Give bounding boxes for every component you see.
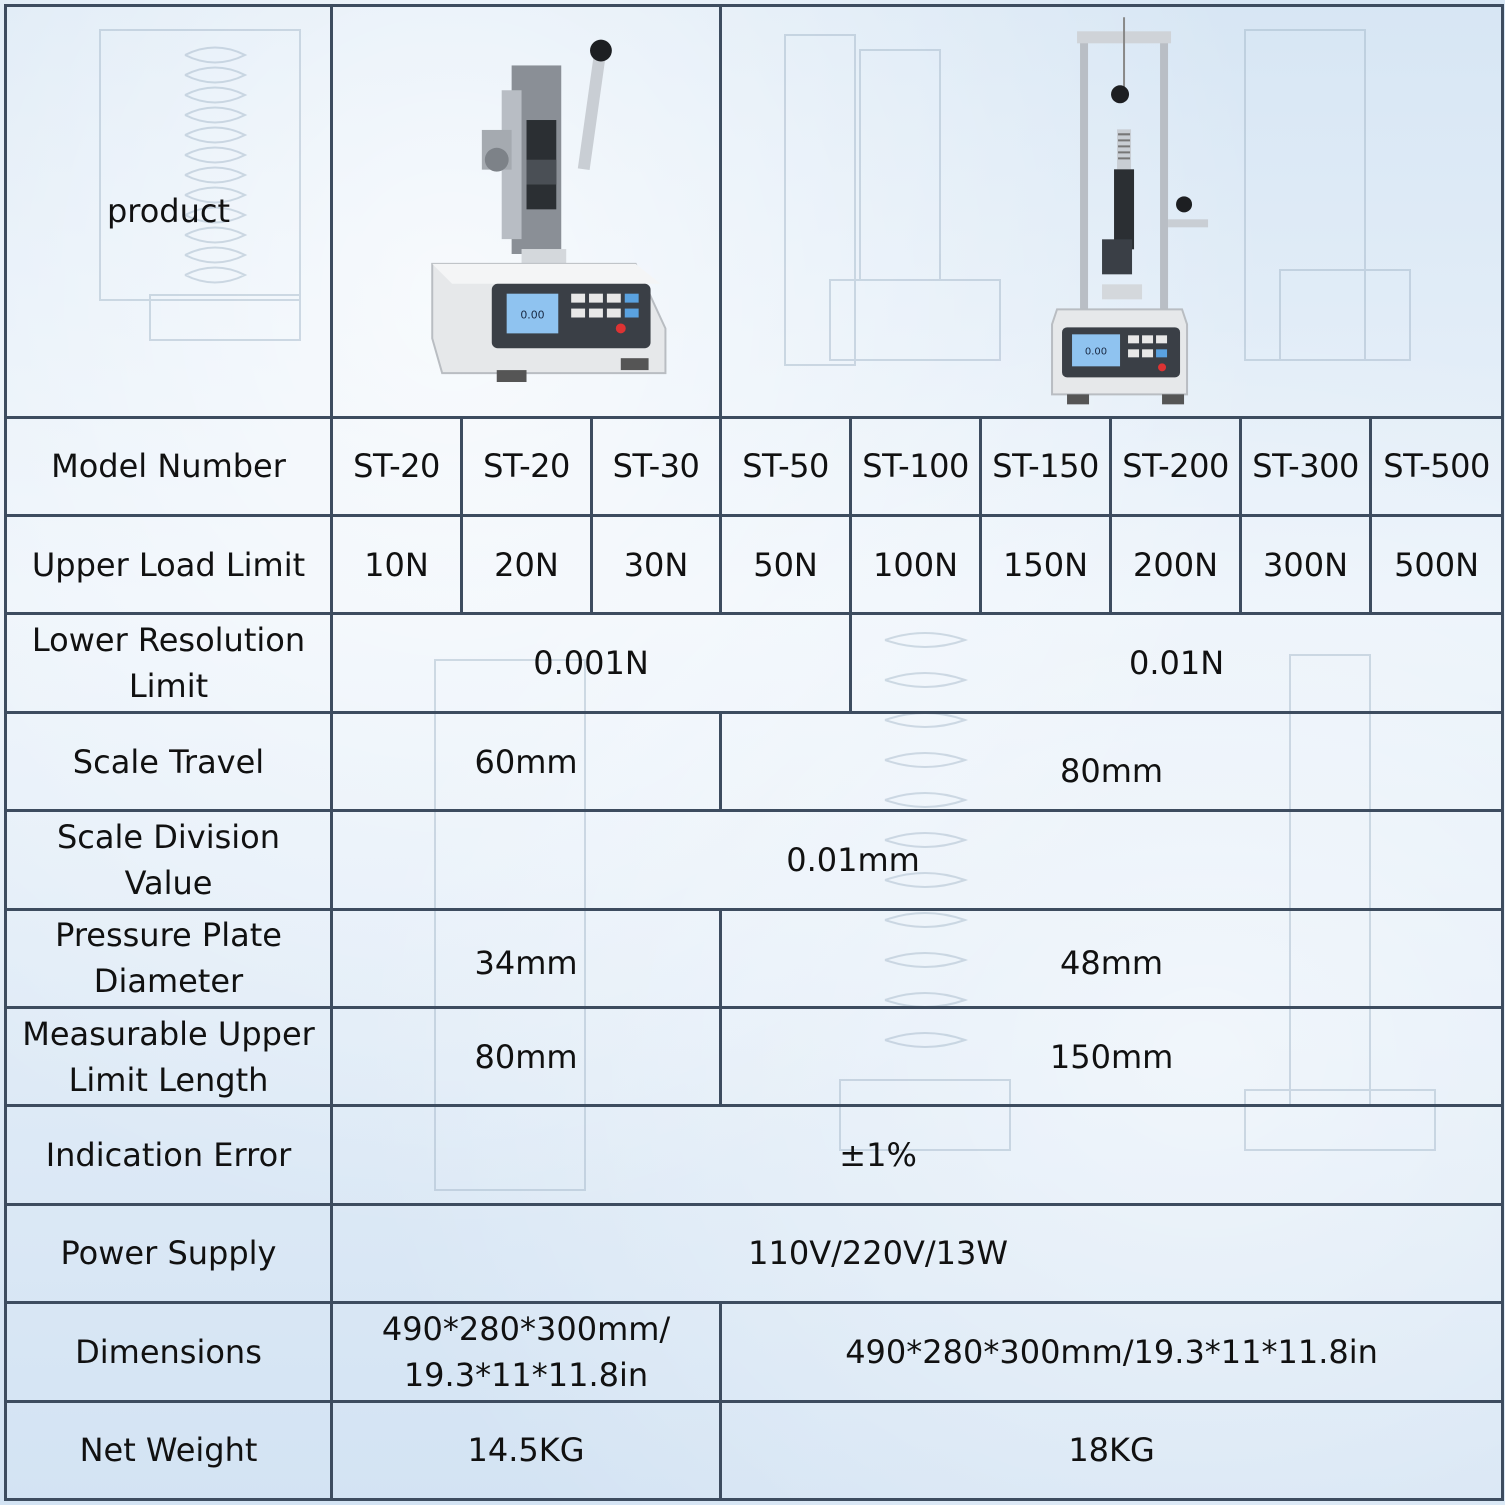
model-cell: ST-50 — [721, 417, 851, 515]
net-weight-right: 18KG — [721, 1401, 1503, 1499]
load-cell: 100N — [851, 516, 981, 614]
model-cell: ST-150 — [981, 417, 1111, 515]
scale-travel-row — [6, 712, 1503, 810]
net-weight-left: 14.5KG — [332, 1401, 721, 1499]
load-cell: 20N — [462, 516, 592, 614]
model-cell: ST-100 — [851, 417, 981, 515]
label-line: Lower Resolution — [31, 621, 306, 660]
dimensions-left — [332, 1303, 721, 1401]
label-line: Scale Division — [56, 817, 281, 856]
upper-load-limit-row — [6, 516, 1503, 614]
lower-resolution-row — [6, 614, 1503, 712]
spec-table — [4, 4, 1504, 1501]
scale-division-label — [6, 811, 332, 909]
load-cell: 150N — [981, 516, 1111, 614]
dimensions-line: 19.3*11*11.8in — [403, 1355, 649, 1394]
label-line: Pressure Plate — [55, 916, 282, 955]
load-cell: 300N — [1241, 516, 1371, 614]
label-line: Measurable Upper — [22, 1014, 315, 1053]
measurable-length-left: 80mm — [332, 1007, 721, 1105]
label-line: Limit — [128, 667, 209, 706]
dimensions-right: 490*280*300mm/19.3*11*11.8in — [721, 1303, 1503, 1401]
power-supply-value: 110V/220V/13W — [332, 1204, 1503, 1302]
large-screen-text: 0.00 — [1084, 346, 1108, 358]
large-tester-image — [722, 7, 1501, 416]
dimensions-label: Dimensions — [6, 1303, 332, 1401]
model-cell: ST-200 — [1111, 417, 1241, 515]
model-number-label: Model Number — [6, 417, 332, 515]
load-cell: 500N — [1371, 516, 1503, 614]
upper-load-limit-label: Upper Load Limit — [6, 516, 332, 614]
lower-resolution-right: 0.01N — [851, 614, 1503, 712]
model-number-row — [6, 417, 1503, 515]
load-cell: 200N — [1111, 516, 1241, 614]
lower-resolution-label — [6, 614, 332, 712]
measurable-length-row — [6, 1007, 1503, 1105]
model-cell: ST-300 — [1241, 417, 1371, 515]
indication-error-value: ±1% — [332, 1106, 1503, 1204]
small-screen-text: 0.00 — [520, 308, 545, 322]
net-weight-row — [6, 1401, 1503, 1499]
pressure-plate-left: 34mm — [332, 909, 721, 1007]
scale-travel-right: 80mm — [721, 712, 1503, 810]
label-line: Diameter — [93, 962, 244, 1001]
pressure-plate-right: 48mm — [721, 909, 1503, 1007]
model-cell: ST-30 — [592, 417, 721, 515]
model-cell: ST-20 — [332, 417, 462, 515]
load-cell: 50N — [721, 516, 851, 614]
load-cell: 10N — [332, 516, 462, 614]
indication-error-label: Indication Error — [6, 1106, 332, 1204]
model-cell: ST-20 — [462, 417, 592, 515]
load-cell: 30N — [592, 516, 721, 614]
indication-error-row — [6, 1106, 1503, 1204]
power-supply-label: Power Supply — [6, 1204, 332, 1302]
model-cell: ST-500 — [1371, 417, 1503, 515]
net-weight-label: Net Weight — [6, 1401, 332, 1499]
power-supply-row — [6, 1204, 1503, 1302]
small-tester-image — [333, 7, 719, 416]
scale-division-row — [6, 811, 1503, 909]
lower-resolution-left: 0.001N — [332, 614, 851, 712]
pressure-plate-label — [6, 909, 332, 1007]
product-label-cell — [6, 6, 332, 418]
label-line: Value — [124, 863, 213, 902]
label-line: Limit Length — [68, 1060, 269, 1099]
product-image-small — [332, 6, 721, 418]
dimensions-line: 490*280*300mm/ — [381, 1309, 671, 1348]
product-image-large — [721, 6, 1503, 418]
pressure-plate-row — [6, 909, 1503, 1007]
product-row — [6, 6, 1503, 418]
product-label: product — [106, 192, 231, 231]
measurable-length-right: 150mm — [721, 1007, 1503, 1105]
scale-division-value: 0.01mm — [332, 811, 1503, 909]
dimensions-row — [6, 1303, 1503, 1401]
scale-travel-left: 60mm — [332, 712, 721, 810]
scale-travel-label: Scale Travel — [6, 712, 332, 810]
measurable-length-label — [6, 1007, 332, 1105]
